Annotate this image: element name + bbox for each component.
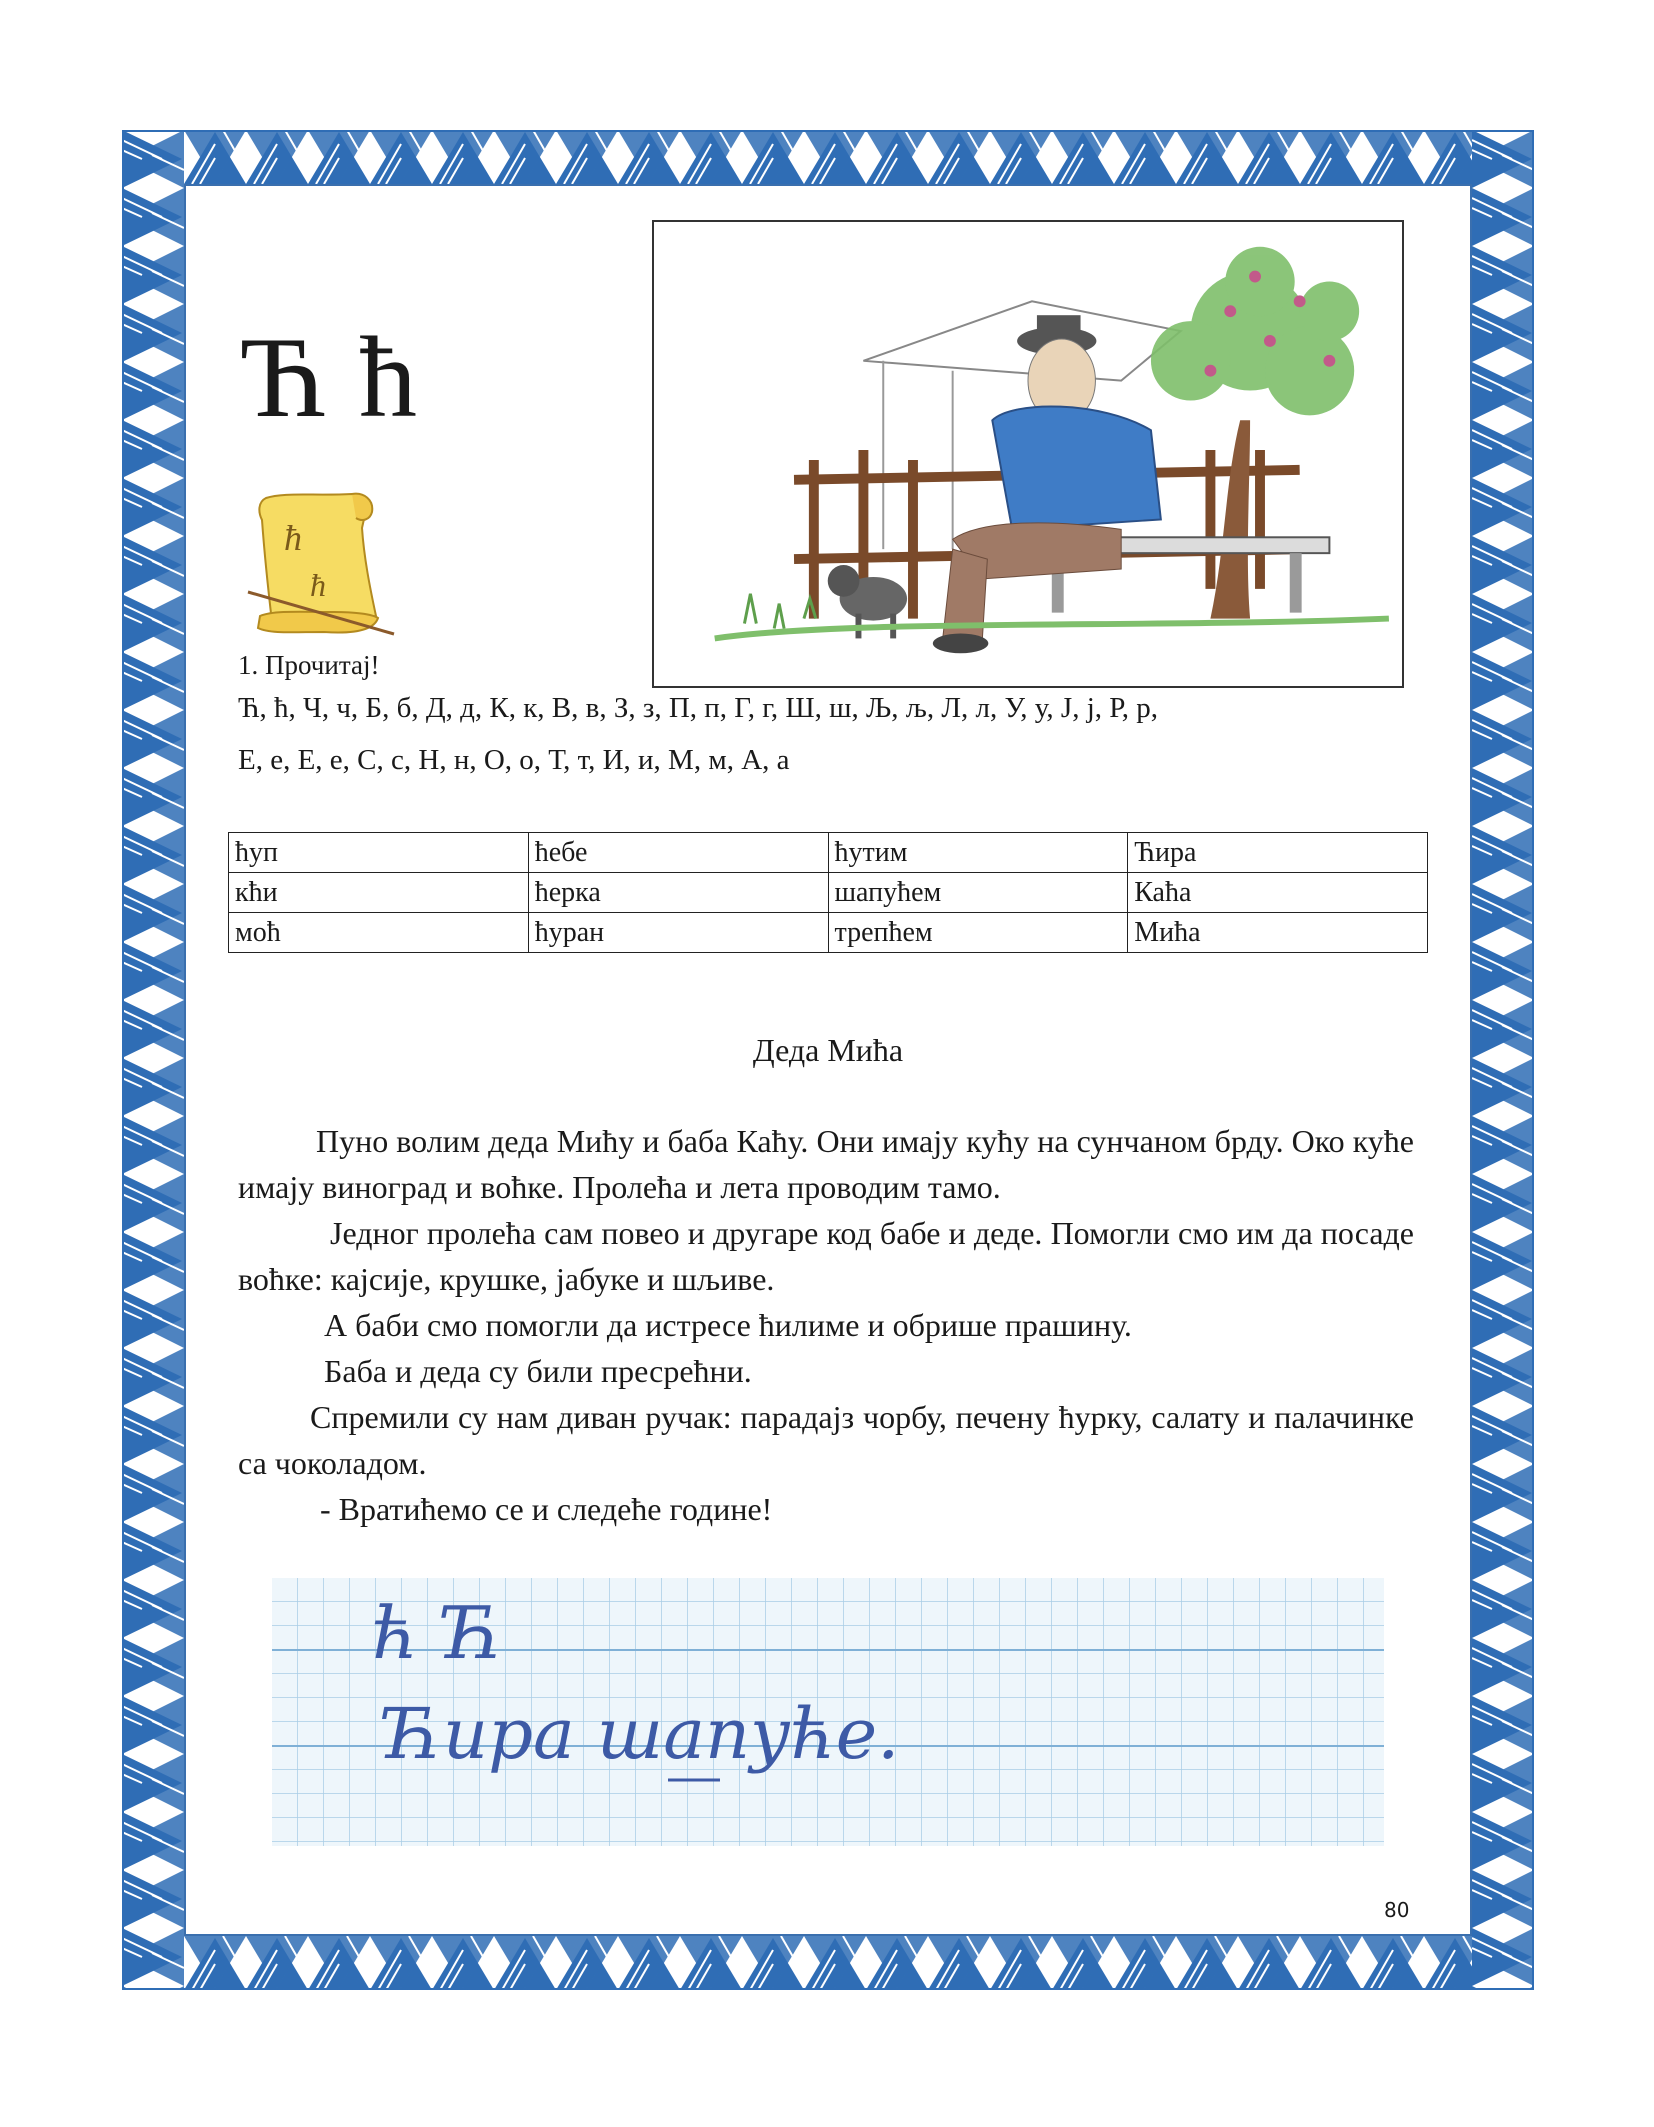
story-paragraph: Пуно волим деда Мићу и баба Каћу. Они имају кућу на сунчаном брду. Око куће имају виноград и воћке. Пролећа и лета проводим тамо. xyxy=(238,1123,1414,1205)
table-row xyxy=(229,833,1428,873)
word-cell: трепћем xyxy=(828,913,1128,953)
illustration-drawing xyxy=(654,222,1402,686)
word-cell: ћутим xyxy=(828,833,1128,873)
story-paragraph: А баби смо помогли да истресе ћилиме и обрише прашину. xyxy=(324,1307,1132,1343)
alphabet-line: Ћ, ћ, Ч, ч, Б, б, Д, д, К, к, В, в, З, з, П, п, Г, г, Ш, ш, Љ, љ, Л, л, У, у, Ј, ј, Р, р, xyxy=(238,692,1158,724)
handwriting-practice xyxy=(272,1578,1384,1846)
exercise-title: 1. Прочитај! xyxy=(238,650,380,680)
table-row xyxy=(229,873,1428,913)
story-paragraph: - Вратићемо се и следеће године! xyxy=(320,1491,773,1527)
word-cell: ћуп xyxy=(229,833,529,873)
handwriting-line-2: Ћира шапуће. xyxy=(382,1693,900,1775)
word-cell: ћуран xyxy=(528,913,828,953)
scroll-glyph-top: ћ xyxy=(284,518,302,558)
story-title: Деда Мића xyxy=(752,1032,904,1068)
table-row xyxy=(229,913,1428,953)
scroll-glyph-bottom: ћ xyxy=(310,567,326,603)
scroll-illustration xyxy=(244,488,404,638)
story-paragraph: Спремили су нам диван ручак: парадајз чорбу, печену ћурку, салату и палачинке са чоколадом. xyxy=(238,1399,1414,1481)
story-paragraph: Баба и деда су били пресрећни. xyxy=(324,1353,752,1389)
story-text xyxy=(238,1118,1414,1532)
word-cell: Мића xyxy=(1128,913,1428,953)
page-number: 80 xyxy=(1384,1898,1410,1922)
handwriting-grid xyxy=(272,1578,1384,1846)
letter-heading: Ћ ћ xyxy=(240,314,419,442)
word-table xyxy=(228,832,1428,953)
word-cell: Каћа xyxy=(1128,873,1428,913)
handwriting-line-1: ћ Ћ xyxy=(372,1591,505,1675)
grandfather-illustration xyxy=(652,220,1404,688)
scroll-icon xyxy=(244,488,404,638)
alphabet-line: Е, е, Е, е, С, с, Н, н, О, о, Т, т, И, и, М, м, А, а xyxy=(238,744,790,776)
word-cell: моћ xyxy=(229,913,529,953)
word-cell: кћи xyxy=(229,873,529,913)
word-cell: ћерка xyxy=(528,873,828,913)
word-cell: шапућем xyxy=(828,873,1128,913)
story-paragraph: Једног пролећа сам повео и другаре код бабе и деде. Помогли смо им да посаде воћке: кајсије, крушке, јабуке и шљиве. xyxy=(238,1215,1414,1297)
word-cell: ћебе xyxy=(528,833,828,873)
word-cell: Ћира xyxy=(1128,833,1428,873)
